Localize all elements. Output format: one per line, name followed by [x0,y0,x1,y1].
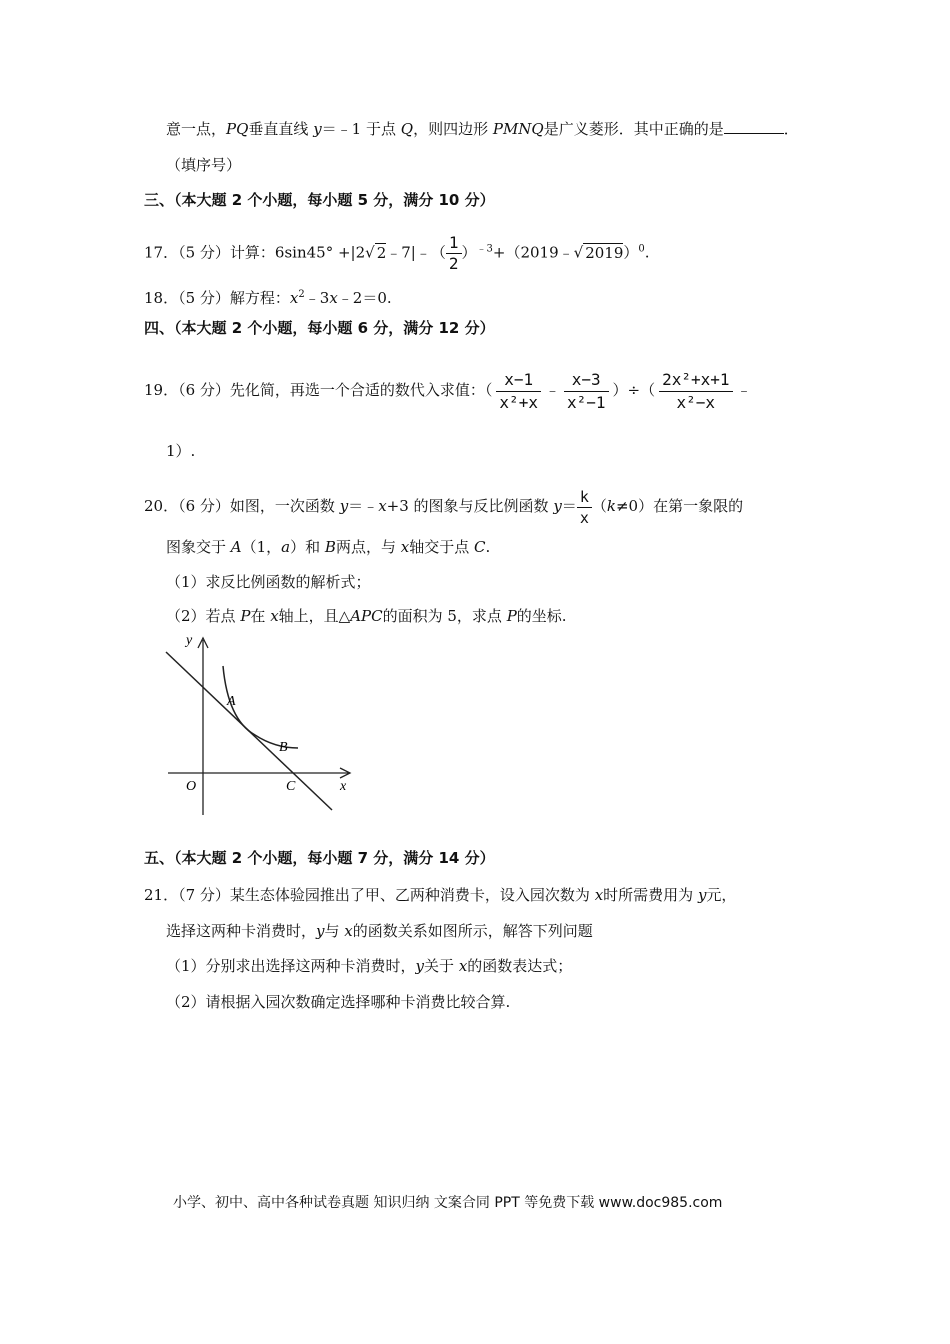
fraction-2 [564,369,609,414]
text: ． [783,120,799,138]
text: . [485,538,491,556]
text: ） [623,243,639,262]
var-y: y [415,957,425,975]
text: 是广义菱形．其中正确的是 [543,120,724,138]
q20-line2 [166,537,490,557]
var-y: y [339,497,349,515]
text: ﹣7|﹣（ [386,243,446,262]
frac-num: 1 [446,233,462,254]
question-18 [144,285,392,308]
fraction-3 [659,369,732,414]
exponent: 0 [638,243,645,255]
q20-sub1: （1）求反比例函数的解析式； [166,573,371,591]
point-b-label: B [279,740,288,755]
var-x: x [378,497,387,515]
var-y: y [313,120,322,138]
q21-line2 [166,921,593,941]
sqrt-content: 2019 [585,243,624,262]
text: 关于 [424,957,459,975]
frac-den: 2 [448,254,459,273]
text: 时所需费用为 [603,886,698,904]
text: 的面积为 5，求点 [382,607,507,625]
origin-label: O [186,779,197,794]
text: 如图，一次函数 [229,497,340,515]
section-4-heading: 四、（本大题 2 个小题，每小题 6 分，满分 12 分） [144,319,495,337]
var-pq: PQ [226,120,249,138]
var-x: x [458,957,468,975]
var-k: k [606,497,616,515]
text: ＝﹣1 于点 [321,120,401,138]
text: ≠0）在第一象限的 [615,497,744,515]
text: 两点，与 [335,538,401,556]
text: 与 [324,922,345,940]
text: （ [591,497,607,515]
text: （1， [241,538,282,556]
frac-num: k [577,487,592,508]
frac-den: x [579,508,589,527]
question-21 [144,885,736,905]
text: 的坐标. [516,607,567,625]
q-score: （5 分） [178,289,230,307]
q-number: 18． [144,289,179,307]
var-p: P [240,607,251,625]
text: 某生态体验园推出了甲、乙两种消费卡，设入园次数为 [229,886,595,904]
frac-num: x−1 [496,369,541,392]
fraction-k-over-x [577,487,592,528]
q21-sub1 [166,956,572,976]
var-x: x [400,538,410,556]
exponent: ﹣3 [476,243,493,255]
question-19 [144,365,752,415]
var-y: y [553,497,562,515]
sqrt-icon: √ [365,243,375,262]
q16-line1 [166,119,799,139]
point-a-label: A [227,694,236,709]
frac-num: 2x²+x+1 [659,369,732,392]
question-17 [144,233,650,274]
text: （1）分别求出选择这两种卡消费时， [166,957,416,975]
var-x: x [329,289,338,307]
var-y: y [697,886,707,904]
text: 轴上，且△ [278,607,351,625]
var-x: x [289,289,299,307]
q-number: 17． [144,243,179,262]
text: ﹣ [544,381,560,399]
text: 选择这两种卡消费时， [166,922,317,940]
q20-sub2 [166,606,567,626]
point-c-label: C [286,779,296,794]
q20-figure [160,630,360,820]
var-a-point: A [230,538,242,556]
text: ＝ [561,497,577,515]
q-score: （5 分） [178,243,230,262]
q-number: 21． [144,886,179,904]
var-x: x [344,922,353,940]
text: 图象交于 [166,538,231,556]
var-x: x [270,607,279,625]
exponent: 2 [298,289,305,300]
var-a: a [281,538,291,556]
q21-sub2: （2）请根据入园次数确定选择哪种卡消费比较合算. [166,993,511,1011]
var-c-point: C [473,538,486,556]
page-footer: 小学、初中、高中各种试卷真题 知识归纳 文案合同 PPT 等免费下载 www.doc985.com [173,1195,723,1211]
text: 轴交于点 [409,538,474,556]
var-y: y [316,922,325,940]
answer-blank [724,119,784,134]
var-b-point: B [324,538,336,556]
frac-den: x²−x [676,392,716,412]
text: ） [461,243,477,262]
text: ﹣3 [304,289,330,307]
q-score: （6 分） [178,381,230,399]
var-pmnq: PMNQ [492,120,544,138]
q16-line2: （填序号） [166,156,242,174]
text: 解方程： [229,289,290,307]
text: 的函数表达式； [467,957,573,975]
section-3-heading: 三、（本大题 2 个小题，每小题 5 分，满分 10 分） [144,191,495,209]
section-5-heading: 五、（本大题 2 个小题，每小题 7 分，满分 14 分） [144,849,495,867]
text: ）÷（ [612,381,656,399]
text: 意一点， [166,120,227,138]
var-apc: APC [350,607,383,625]
var-p: P [506,607,517,625]
text: +3 的图象与反比例函数 [386,497,554,515]
text: 在 [250,607,271,625]
text: 元， [706,886,737,904]
text: ，则四边形 [413,120,493,138]
text: 的函数关系如图所示，解答下列问题 [352,922,593,940]
sqrt-icon: √ [573,243,584,262]
text: 先化简，再选一个合适的数代入求值：（ [229,381,493,399]
q-score: （6 分） [178,497,230,515]
q19-line2: 1）. [166,442,196,460]
fraction-1 [496,369,541,414]
text: ﹣2＝0. [337,289,392,307]
var-q: Q [400,120,414,138]
frac-num: x−3 [564,369,609,392]
q-score: （7 分） [178,886,230,904]
frac-den: x²−1 [566,392,606,412]
frac-den: x²+x [499,392,538,412]
text: 垂直直线 [248,120,314,138]
q-number: 20． [144,497,179,515]
q-number: 19． [144,381,179,399]
y-axis-label: y [186,633,193,648]
text: ＝﹣ [348,497,379,515]
fraction [446,233,462,274]
var-x: x [594,886,604,904]
text: . [644,243,650,262]
question-20 [144,484,743,528]
text: ﹣ [736,381,752,399]
x-axis-label: x [340,779,347,794]
sqrt-content: 2 [376,243,387,262]
text: +（2019﹣ [492,243,574,262]
text: ）和 [290,538,325,556]
text: （2）若点 [166,607,241,625]
text: 计算：6sin45° +|2 [229,243,366,262]
